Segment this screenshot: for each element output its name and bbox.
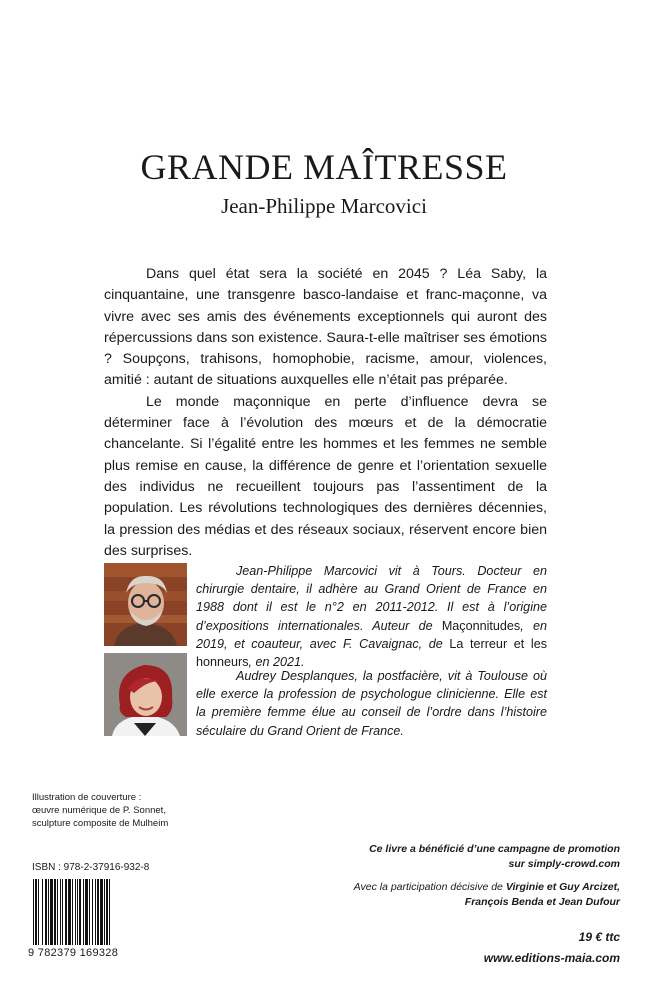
author-bio-text-2: , en 2019, et coauteur, avec F. Cavaignac, de bbox=[196, 618, 547, 651]
author-bio-text-1: Jean-Philippe Marcovici vit à Tours. Docteur en chirurgie dentaire, il adhère au Grand Orient de France en 1988 dont il est le n°2 en 2011-2012. Il est à l’origine d’expositions internationales. Auteur de bbox=[196, 564, 547, 633]
book-author: Jean-Philippe Marcovici bbox=[221, 194, 427, 218]
postface-author-photo bbox=[104, 653, 187, 736]
postface-bio-text: Audrey Desplanques, la postfacière, vit à Toulouse où elle exerce la profession de psychologue clinicienne. Elle est la première femme élue au conseil de l’ordre dans l’histoire séculaire du Grand Orient de France. bbox=[196, 669, 547, 738]
publisher-website: www.editions-maia.com bbox=[483, 951, 620, 965]
author-bio-text-3: , en 2021. bbox=[248, 655, 305, 670]
synopsis-paragraph-1: Dans quel état sera la société en 2045 ? Léa Saby, la cinquantaine, une transgenre basco-landaise et franc-maçonne, va vivre avec ses amis des événements exceptionnels qui auront des répercussions dans son existence. Saura-t-elle maîtriser ses émotions ? Soupçons, trahisons, homophobie, racisme, amour, violences, amitié : autant de situations auxquelles elle n’était pas préparée. bbox=[104, 266, 547, 389]
synopsis bbox=[104, 264, 547, 562]
cover-credit-line-2: œuvre numérique de P. Sonnet, bbox=[32, 805, 166, 816]
promo-campaign-line-2: sur simply-crowd.com bbox=[508, 858, 620, 870]
promo-campaign-line-1: Ce livre a bénéficié d’une campagne de promotion bbox=[369, 843, 620, 855]
barcode bbox=[32, 879, 148, 945]
cover-credit-line-3: sculpture composite de Mulheim bbox=[32, 818, 169, 829]
author-bio bbox=[196, 562, 547, 671]
cover-credit-line-1: Illustration de couverture : bbox=[32, 792, 142, 803]
author-book-title-1: Maçonnitudes bbox=[441, 618, 521, 633]
barcode-digits: 9 782379 169328 bbox=[28, 947, 119, 959]
promo-campaign bbox=[290, 842, 620, 872]
author-book-title-2: La terreur et les honneurs bbox=[196, 636, 547, 670]
participation-names-1: Virginie et Guy Arcizet, bbox=[505, 881, 620, 893]
postface-bio bbox=[196, 667, 547, 740]
participation-names-2: François Benda et Jean Dufour bbox=[464, 896, 620, 908]
price: 19 € ttc bbox=[578, 930, 620, 944]
promo-participation bbox=[290, 880, 620, 910]
author-photo bbox=[104, 563, 187, 646]
participation-intro: Avec la participation décisive de bbox=[353, 881, 506, 893]
book-title: GRANDE MAÎTRESSE bbox=[140, 147, 508, 187]
synopsis-paragraph-2: Le monde maçonnique en perte d’influence devra se déterminer face à l’évolution des mœurs et de la démocratie chancelante. Si l’égalité entre les hommes et les femmes ne semble plus remise en cause, la différence de genre et l’orientation sexuelle des individus ne recueillent toujours pas l’assentiment de la population. Les révolutions technologiques des dernières décennies, la pression des médias et des réseaux sociaux, réservent encore bien des surprises. bbox=[104, 393, 547, 559]
isbn-label: ISBN : 978-2-37916-932-8 bbox=[32, 862, 150, 873]
cover-credit bbox=[32, 791, 232, 830]
